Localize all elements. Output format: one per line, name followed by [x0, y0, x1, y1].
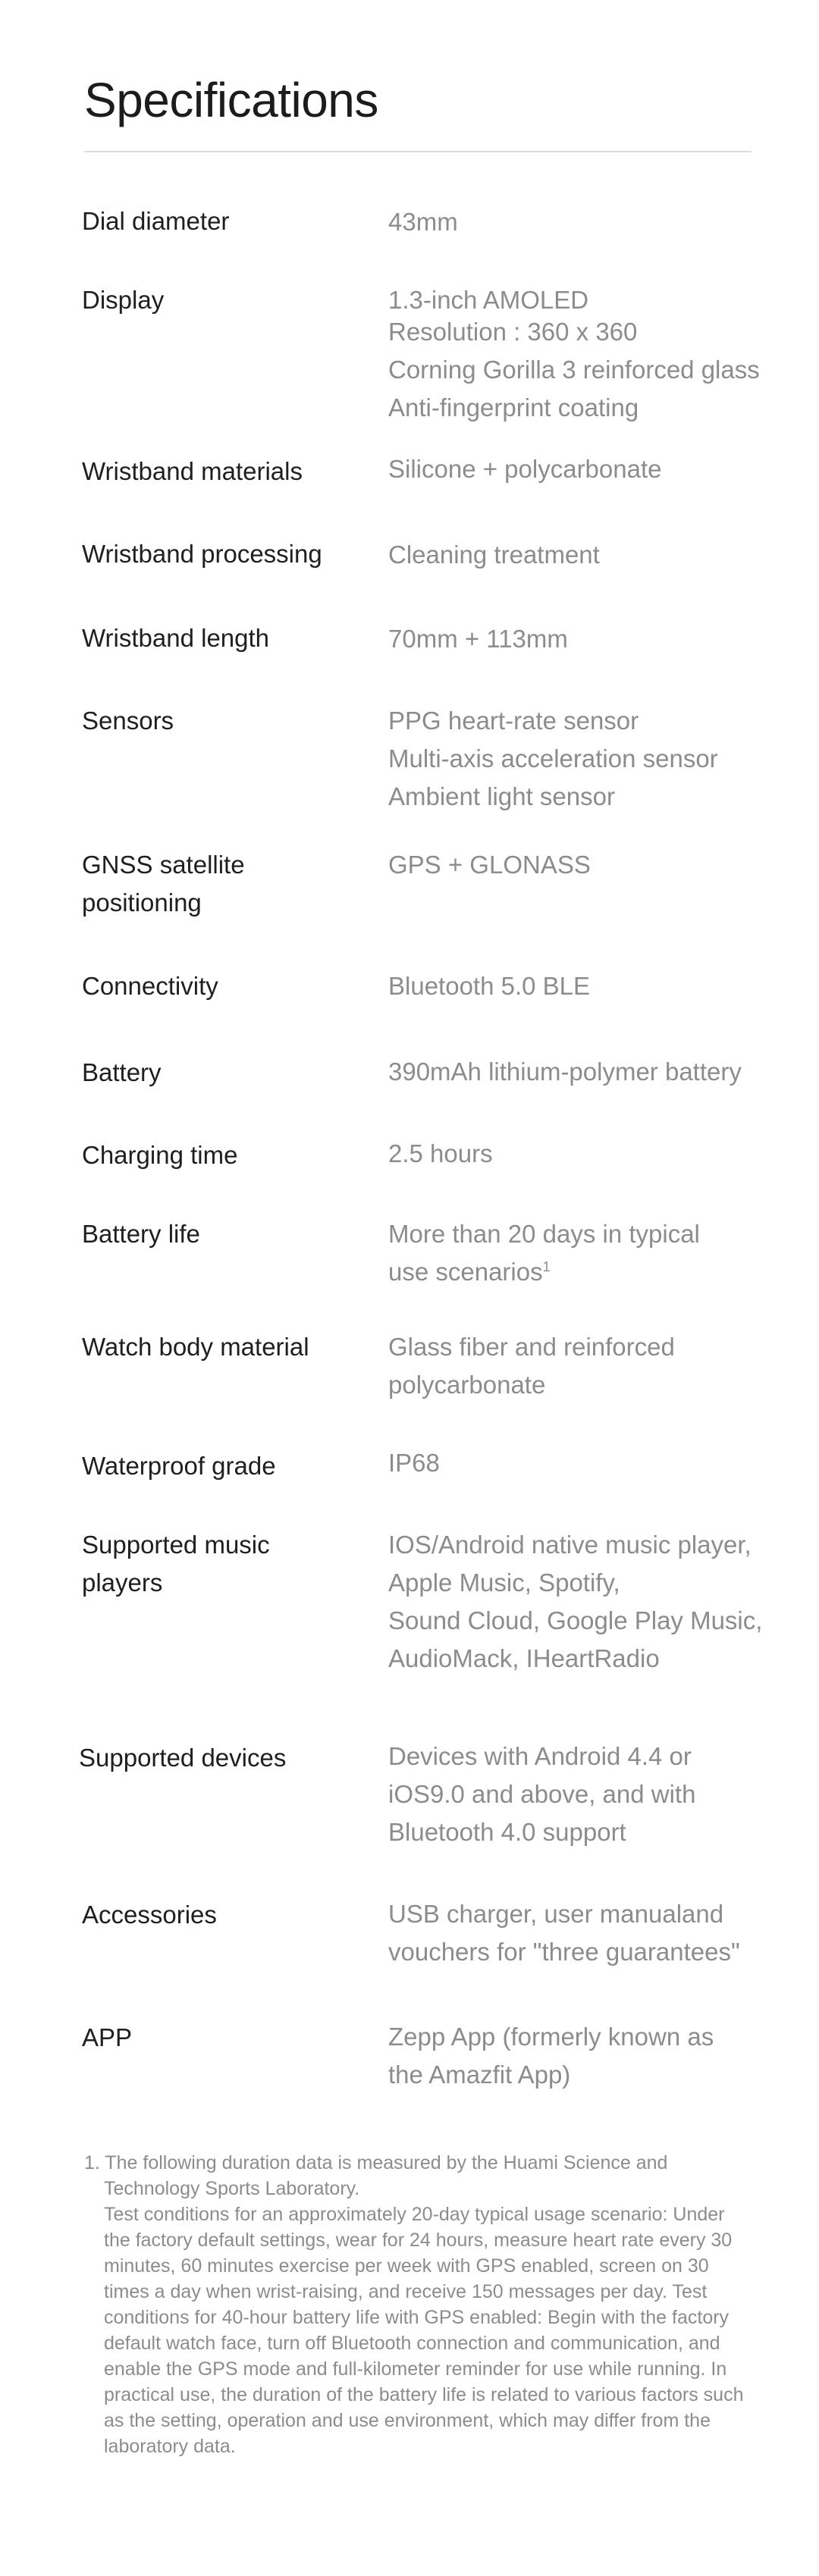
spec-label-accessories: Accessories: [82, 1901, 217, 1929]
spec-label-battery-life: Battery life: [82, 1220, 200, 1248]
spec-value-line: GPS + GLONASS: [388, 851, 591, 879]
page-title: Specifications: [84, 73, 378, 127]
footnote-intro-text: The following duration data is measured by the Huami Science and Technology Sports Laboratory.: [104, 2152, 668, 2199]
spec-value-line: Ambient light sensor: [388, 782, 615, 810]
footnote-reference: 1: [542, 1259, 551, 1274]
spec-value-line: Bluetooth 5.0 BLE: [388, 972, 591, 1000]
spec-value-battery: [388, 1053, 767, 1091]
spec-value-text: use scenarios: [388, 1258, 543, 1286]
spec-value-line: 1.3-inch AMOLED: [388, 286, 589, 314]
spec-value-line: Devices with Android 4.4 or: [388, 1742, 692, 1770]
spec-value-line: Sound Cloud, Google Play Music,: [388, 1606, 763, 1634]
spec-value-line: Bluetooth 4.0 support: [388, 1818, 626, 1846]
spec-value-line: Glass fiber and reinforced: [388, 1333, 675, 1361]
spec-label-dial-diameter: Dial diameter: [82, 207, 230, 235]
spec-value-connectivity: [388, 967, 767, 1005]
spec-value-charging-time: [388, 1135, 767, 1173]
spec-value-line: iOS9.0 and above, and with: [388, 1780, 696, 1808]
spec-value-wristband-processing: [388, 536, 767, 574]
spec-label-line: players: [82, 1568, 163, 1597]
spec-value-supported-devices: [388, 1738, 767, 1851]
spec-value-line: USB charger, user manualand: [388, 1900, 724, 1928]
spec-label-wristband-length: Wristband length: [82, 624, 270, 652]
spec-value-line: PPG heart-rate sensor: [388, 707, 639, 735]
footnote-intro: [84, 2150, 752, 2202]
spec-value-sensors: [388, 702, 767, 816]
spec-label-line: GNSS satellite: [82, 851, 245, 879]
spec-label-wristband-materials: Wristband materials: [82, 457, 303, 485]
spec-value-line: IOS/Android native music player,: [388, 1531, 752, 1559]
spec-value-line: [388, 1253, 767, 1291]
spec-value-watch-body-material: [388, 1328, 767, 1404]
spec-label-waterproof-grade: Waterproof grade: [82, 1452, 276, 1480]
spec-label-wristband-processing: Wristband processing: [82, 540, 322, 568]
spec-label-supported-music-players: [82, 1526, 370, 1602]
spec-value-wristband-length: [388, 620, 767, 658]
spec-value-line: Cleaning treatment: [388, 541, 600, 569]
spec-value-line: vouchers for "three guarantees": [388, 1938, 740, 1966]
spec-value-dial-diameter: [388, 203, 767, 241]
spec-value-line: Zepp App (formerly known as: [388, 2023, 714, 2051]
spec-value-display: [388, 281, 767, 427]
spec-value-line: the Amazfit App): [388, 2060, 571, 2089]
spec-value-accessories: [388, 1895, 767, 1971]
spec-label-display: Display: [82, 286, 165, 314]
spec-value-line: Resolution : 360 x 360: [388, 318, 638, 346]
spec-value-line: Apple Music, Spotify,: [388, 1568, 620, 1597]
spec-label-supported-devices: Supported devices: [79, 1744, 287, 1772]
footnote: [84, 2150, 752, 2459]
spec-value-line: More than 20 days in typical: [388, 1220, 700, 1248]
spec-value-waterproof-grade: [388, 1444, 767, 1482]
spec-label-sensors: Sensors: [82, 707, 174, 735]
spec-label-watch-body-material: Watch body material: [82, 1333, 309, 1361]
footnote-marker: 1.: [84, 2152, 100, 2173]
spec-value-line: 2.5 hours: [388, 1139, 493, 1167]
spec-label-app: APP: [82, 2023, 133, 2051]
spec-value-supported-music-players: [388, 1526, 767, 1678]
spec-value-line: Silicone + polycarbonate: [388, 455, 662, 483]
spec-value-wristband-materials: [388, 450, 767, 488]
spec-label-charging-time: Charging time: [82, 1141, 238, 1169]
spec-value-app: [388, 2018, 767, 2094]
spec-label-line: positioning: [82, 888, 202, 917]
spec-value-line: polycarbonate: [388, 1371, 546, 1399]
spec-label-line: Supported music: [82, 1531, 270, 1559]
spec-value-line: 70mm + 113mm: [388, 625, 568, 653]
spec-label-gnss: [82, 846, 370, 922]
spec-value-line: Corning Gorilla 3 reinforced glass: [388, 356, 760, 384]
spec-value-line: 390mAh lithium-polymer battery: [388, 1058, 742, 1086]
spec-value-line: Multi-axis acceleration sensor: [388, 744, 718, 772]
spec-label-battery: Battery: [82, 1058, 162, 1086]
title-divider: [84, 151, 752, 152]
spec-value-line: 43mm: [388, 208, 458, 236]
footnote-body: Test conditions for an approximately 20-day typical usage scenario: Under the factory default settings, wear for 24 hours, measure heart rate every 30 minutes, 60 minutes exercise per week with GPS enabled, screen on 30 times a day when wrist-raising, and receive 150 messages per day. Test conditions for 40-hour battery life with GPS enabled: Begin with the factory default watch face, turn off Bluetooth connection and communication, and enable the GPS mode and full-kilometer reminder for use while running. In practical use, the duration of the battery life is related to various factors such as the setting, operation and use environment, which may differ from the laboratory data.: [104, 2204, 744, 2457]
spec-value-gnss: [388, 846, 767, 884]
spec-value-line: IP68: [388, 1449, 440, 1477]
spec-value-battery-life: [388, 1215, 767, 1291]
spec-value-line: AudioMack, IHeartRadio: [388, 1644, 660, 1672]
spec-value-line: Anti-fingerprint coating: [388, 393, 639, 421]
spec-label-connectivity: Connectivity: [82, 972, 218, 1000]
